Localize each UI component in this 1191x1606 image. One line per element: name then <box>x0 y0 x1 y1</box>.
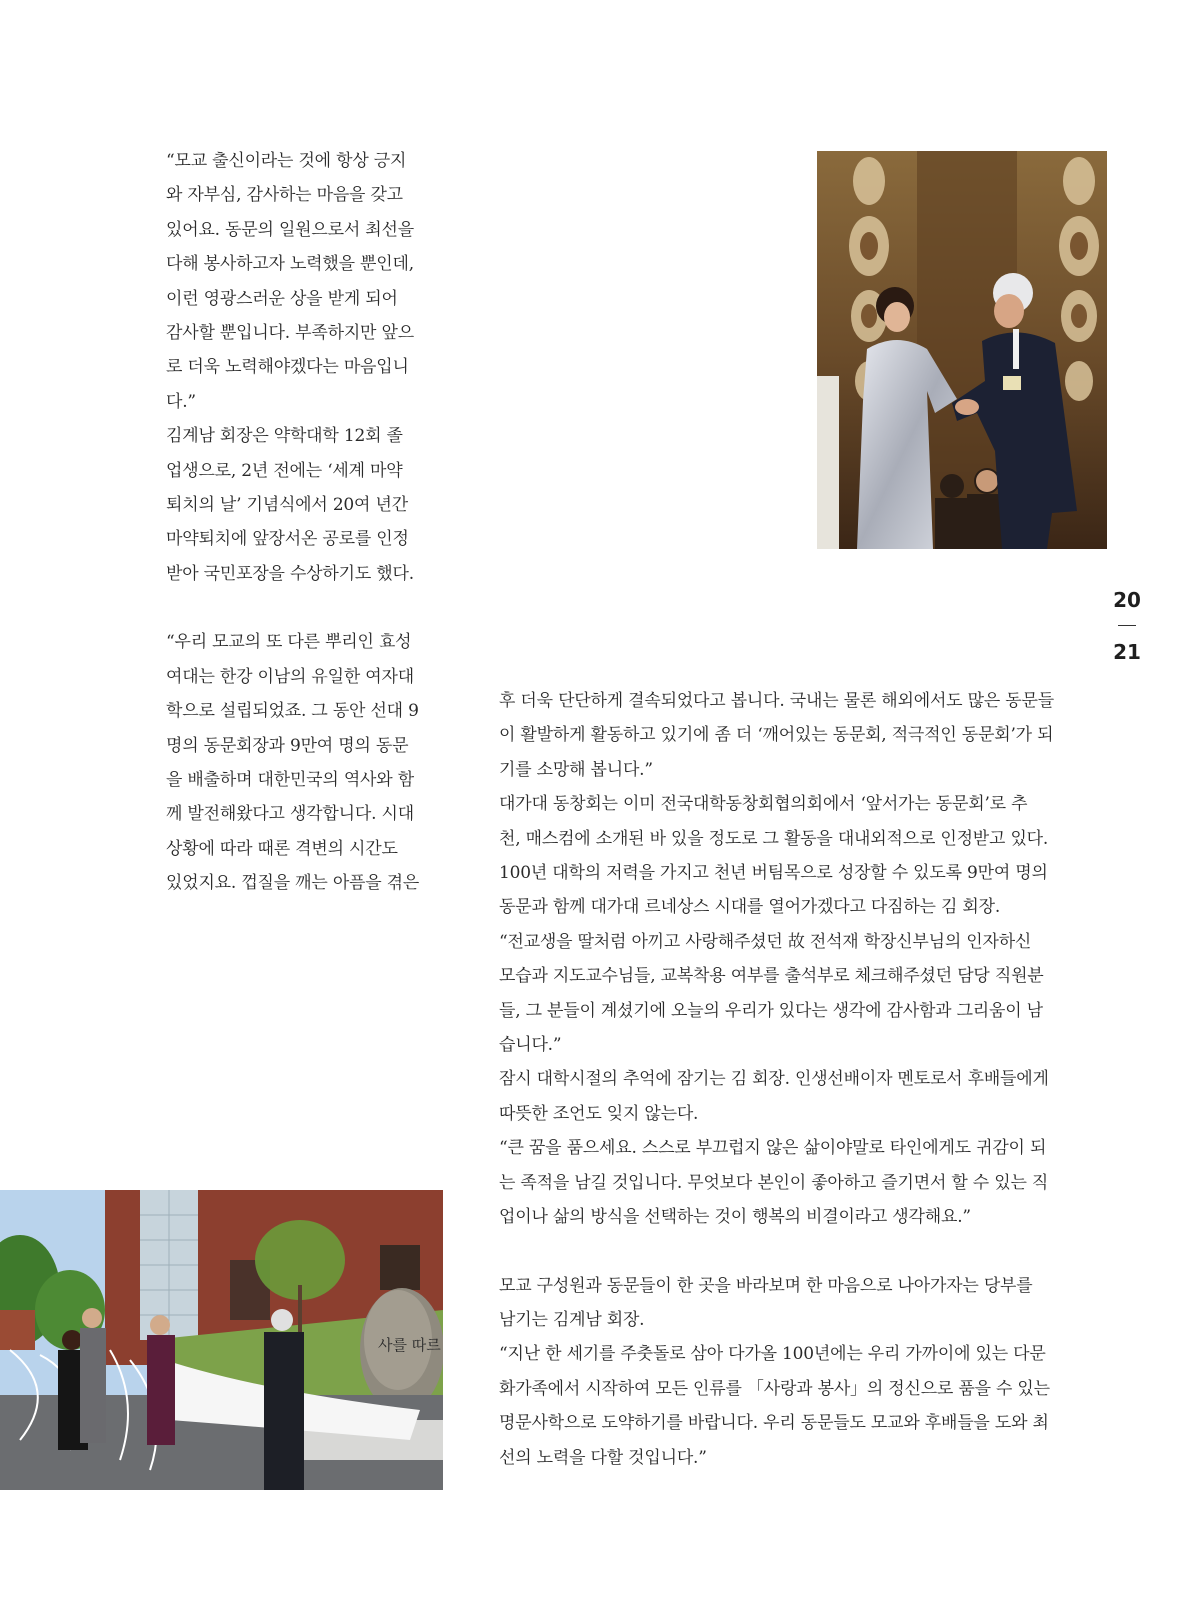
text-line: 와 자부심, 감사하는 마음을 갖고 <box>166 185 403 206</box>
text-line: “전교생을 딸처럼 아끼고 사랑해주셨던 故 전석재 학장신부님의 인자하신 <box>499 931 1032 952</box>
text-line: 이 활발하게 활동하고 있기에 좀 더 ‘깨어있는 동문회, 적극적인 동문회’가 되 <box>499 725 1054 746</box>
text-line: 천, 매스컴에 소개된 바 있을 정도로 그 활동을 대내외적으로 인정받고 있다. <box>499 828 1049 849</box>
ceremony-photo-illustration <box>0 1190 443 1490</box>
text-line: 화가족에서 시작하여 모든 인류를 「사랑과 봉사」의 정신으로 품을 수 있는 <box>499 1378 1050 1399</box>
text-line: 따뜻한 조언도 잊지 않는다. <box>499 1103 699 1124</box>
text-line: 로 더욱 노력해야겠다는 마음입니 <box>166 357 409 378</box>
award-photo-illustration <box>817 151 1107 549</box>
text-line: 이런 영광스러운 상을 받게 되어 <box>166 288 398 309</box>
text-line: 마약퇴치에 앞장서온 공로를 인정 <box>166 529 409 550</box>
text-line: 명문사학으로 도약하기를 바랍니다. 우리 동문들도 모교와 후배들을 도와 최 <box>499 1413 1049 1434</box>
text-line: 김계남 회장은 약학대학 12회 졸 <box>166 426 403 447</box>
text-line: 기를 소망해 봅니다.” <box>499 759 653 780</box>
text-line: 감사할 뿐입니다. 부족하지만 앞으 <box>166 323 414 344</box>
text-line: 업생으로, 2년 전에는 ‘세계 마약 <box>166 460 403 481</box>
text-line: 퇴치의 날’ 기념식에서 20여 년간 <box>166 495 408 516</box>
unveiling-ceremony-photo <box>0 1190 443 1490</box>
text-line: 100년 대학의 저력을 가지고 천년 버팀목으로 성장할 수 있도록 9만여 명의 <box>499 863 1048 884</box>
text-line: 여대는 한강 이남의 유일한 여자대 <box>166 666 414 687</box>
text-line: 잠시 대학시절의 추억에 잠기는 김 회장. 인생선배이자 멘토로서 후배들에게 <box>499 1069 1049 1090</box>
text-line: 업이나 삶의 방식을 선택하는 것이 행복의 비결이라고 생각해요.” <box>499 1207 971 1228</box>
text-line: 다.” <box>166 391 196 412</box>
text-line: 대가대 동창회는 이미 전국대학동창회협의회에서 ‘앞서가는 동문회’로 추 <box>499 794 1028 815</box>
text-line: 을 배출하며 대한민국의 역사와 함 <box>166 769 414 790</box>
text-line: 있었지요. 껍질을 깨는 아픔을 겪은 <box>166 873 420 894</box>
text-line: 선의 노력을 다할 것입니다.” <box>499 1447 707 1468</box>
closing-block <box>499 1269 1119 1475</box>
quote-paragraph-3 <box>166 625 456 900</box>
text-line: “모교 출신이라는 것에 항상 긍지 <box>166 151 407 171</box>
text-line: 남기는 김계남 회장. <box>499 1309 645 1330</box>
memorial-stone-inscription: 사를 따르 <box>378 1336 441 1354</box>
text-line: “우리 모교의 또 다른 뿌리인 효성 <box>166 632 412 653</box>
text-line: 받아 국민포장을 수상하기도 했다. <box>166 563 414 584</box>
continuation-block <box>499 684 1119 1235</box>
left-text-column <box>166 144 456 901</box>
text-line: 동문과 함께 대가대 르네상스 시대를 열어가겠다고 다짐하는 김 회장. <box>499 897 1001 918</box>
text-line: 모교 구성원과 동문들이 한 곳을 바라보며 한 마음으로 나아가자는 당부를 <box>499 1275 1033 1296</box>
text-line: 학으로 설립되었죠. 그 동안 선대 9 <box>166 701 419 722</box>
text-line: 명의 동문회장과 9만여 명의 동문 <box>166 735 409 756</box>
narrative-paragraph-2 <box>166 419 456 591</box>
text-line: 는 족적을 남길 것입니다. 무엇보다 본인이 좋아하고 즐기면서 할 수 있는 직 <box>499 1172 1049 1193</box>
text-line: 습니다.” <box>499 1035 562 1056</box>
text-line: 상황에 따라 때론 격변의 시간도 <box>166 838 398 859</box>
text-line: “큰 꿈을 품으세요. 스스로 부끄럽지 않은 삶이야말로 타인에게도 귀감이 되 <box>499 1138 1047 1159</box>
text-line: 들, 그 분들이 계셨기에 오늘의 우리가 있다는 생각에 감사함과 그리움이 남 <box>499 1000 1043 1021</box>
text-line: 다해 봉사하고자 노력했을 뿐인데, <box>166 254 414 275</box>
text-line: 께 발전해왔다고 생각합니다. 시대 <box>166 804 414 825</box>
page-number-right: 21 <box>1113 640 1141 664</box>
page-number-divider <box>1118 625 1136 626</box>
page-number-left: 20 <box>1113 588 1141 612</box>
right-text-column <box>499 684 1119 1475</box>
text-line: 후 더욱 단단하게 결속되었다고 봅니다. 국내는 물론 해외에서도 많은 동문들 <box>499 691 1054 711</box>
award-ceremony-photo <box>817 151 1107 549</box>
text-line: “지난 한 세기를 주춧돌로 삼아 다가올 100년에는 우리 가까이에 있는 다문 <box>499 1344 1046 1365</box>
quote-paragraph-1 <box>166 144 456 419</box>
text-line: 모습과 지도교수님들, 교복착용 여부를 출석부로 체크해주셨던 담당 직원분 <box>499 966 1044 987</box>
text-line: 있어요. 동문의 일원으로서 최선을 <box>166 219 414 240</box>
